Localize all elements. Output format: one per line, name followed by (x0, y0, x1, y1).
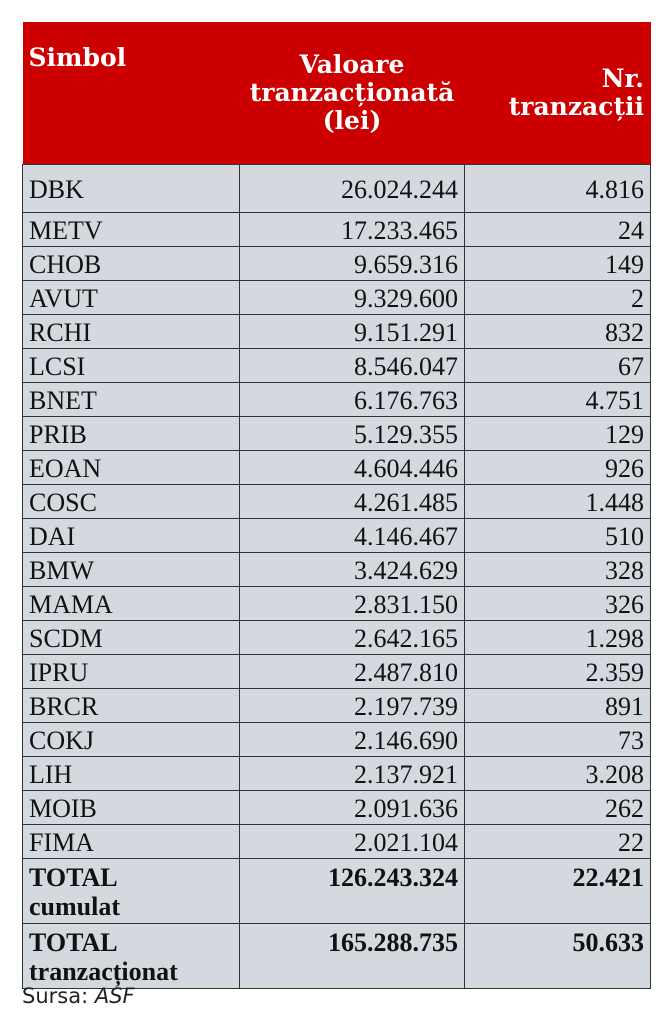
table-row (23, 587, 651, 621)
cell-symbol: DAI (23, 519, 240, 553)
cell-symbol: LIH (23, 757, 240, 791)
cell-trades: 510 (465, 519, 651, 553)
cell-value: 2.137.921 (240, 757, 465, 791)
table-row (23, 757, 651, 791)
cell-symbol: SCDM (23, 621, 240, 655)
total-trades: 50.633 (465, 924, 651, 989)
table-row (23, 349, 651, 383)
cell-symbol: DBK (23, 165, 240, 213)
cell-symbol: BRCR (23, 689, 240, 723)
cell-symbol: CHOB (23, 247, 240, 281)
header-value-line-2: tranzacționată (249, 78, 455, 107)
cell-trades: 926 (465, 451, 651, 485)
data-table-container (22, 22, 650, 989)
cell-symbol: AVUT (23, 281, 240, 315)
total-label-line: TOTAL (29, 928, 118, 957)
header-row (23, 22, 651, 165)
total-row (23, 924, 651, 989)
header-value-line-1: Valoare (299, 50, 405, 79)
total-trades: 22.421 (465, 859, 651, 924)
cell-trades: 262 (465, 791, 651, 825)
source-note (22, 984, 135, 1008)
cell-value: 2.642.165 (240, 621, 465, 655)
cell-trades: 24 (465, 213, 651, 247)
table-body (23, 165, 651, 989)
table-row (23, 281, 651, 315)
cell-trades: 2.359 (465, 655, 651, 689)
cell-value: 4.604.446 (240, 451, 465, 485)
cell-value: 2.197.739 (240, 689, 465, 723)
source-label: Sursa: (22, 984, 95, 1008)
header-trades: Nr. tranzacții (465, 22, 651, 165)
cell-symbol: BNET (23, 383, 240, 417)
table-row (23, 723, 651, 757)
cell-trades: 22 (465, 825, 651, 859)
cell-value: 5.129.355 (240, 417, 465, 451)
cell-symbol: BMW (23, 553, 240, 587)
cell-trades: 149 (465, 247, 651, 281)
table-row (23, 485, 651, 519)
cell-trades: 328 (465, 553, 651, 587)
cell-symbol: IPRU (23, 655, 240, 689)
cell-symbol: PRIB (23, 417, 240, 451)
table-header (23, 22, 651, 165)
cell-value: 9.659.316 (240, 247, 465, 281)
cell-trades: 73 (465, 723, 651, 757)
table-row (23, 247, 651, 281)
cell-symbol: LCSI (23, 349, 240, 383)
total-value: 165.288.735 (240, 924, 465, 989)
table-row (23, 315, 651, 349)
total-label (23, 924, 240, 989)
cell-value: 4.261.485 (240, 485, 465, 519)
header-value (240, 22, 465, 165)
cell-trades: 891 (465, 689, 651, 723)
table-row (23, 213, 651, 247)
cell-symbol: COKJ (23, 723, 240, 757)
cell-value: 4.146.467 (240, 519, 465, 553)
total-label-line: tranzacționat (29, 957, 178, 986)
cell-value: 6.176.763 (240, 383, 465, 417)
cell-trades: 129 (465, 417, 651, 451)
cell-symbol: EOAN (23, 451, 240, 485)
table-row (23, 519, 651, 553)
table-row (23, 825, 651, 859)
total-label (23, 859, 240, 924)
table-row (23, 165, 651, 213)
header-value-line-3: (lei) (322, 106, 382, 135)
cell-value: 2.831.150 (240, 587, 465, 621)
table-row (23, 417, 651, 451)
source-name: ASF (94, 984, 135, 1008)
cell-symbol: MAMA (23, 587, 240, 621)
cell-symbol: COSC (23, 485, 240, 519)
table-row (23, 689, 651, 723)
cell-trades: 4.816 (465, 165, 651, 213)
total-label-line: TOTAL (29, 863, 118, 892)
cell-value: 26.024.244 (240, 165, 465, 213)
table-row (23, 621, 651, 655)
cell-trades: 3.208 (465, 757, 651, 791)
cell-trades: 67 (465, 349, 651, 383)
cell-trades: 2 (465, 281, 651, 315)
header-symbol: Simbol (23, 22, 240, 165)
cell-value: 2.021.104 (240, 825, 465, 859)
cell-trades: 832 (465, 315, 651, 349)
table-row (23, 383, 651, 417)
cell-symbol: MOIB (23, 791, 240, 825)
table-row (23, 553, 651, 587)
cell-trades: 1.298 (465, 621, 651, 655)
cell-value: 9.329.600 (240, 281, 465, 315)
cell-value: 2.487.810 (240, 655, 465, 689)
cell-value: 9.151.291 (240, 315, 465, 349)
cell-value: 2.146.690 (240, 723, 465, 757)
total-value: 126.243.324 (240, 859, 465, 924)
table-row (23, 451, 651, 485)
cell-trades: 1.448 (465, 485, 651, 519)
total-row (23, 859, 651, 924)
cell-symbol: RCHI (23, 315, 240, 349)
table-row (23, 791, 651, 825)
table-row (23, 655, 651, 689)
cell-symbol: FIMA (23, 825, 240, 859)
cell-value: 3.424.629 (240, 553, 465, 587)
trading-table (22, 22, 651, 989)
total-label-line: cumulat (29, 892, 120, 921)
cell-symbol: METV (23, 213, 240, 247)
cell-value: 8.546.047 (240, 349, 465, 383)
cell-trades: 326 (465, 587, 651, 621)
cell-trades: 4.751 (465, 383, 651, 417)
cell-value: 17.233.465 (240, 213, 465, 247)
cell-value: 2.091.636 (240, 791, 465, 825)
